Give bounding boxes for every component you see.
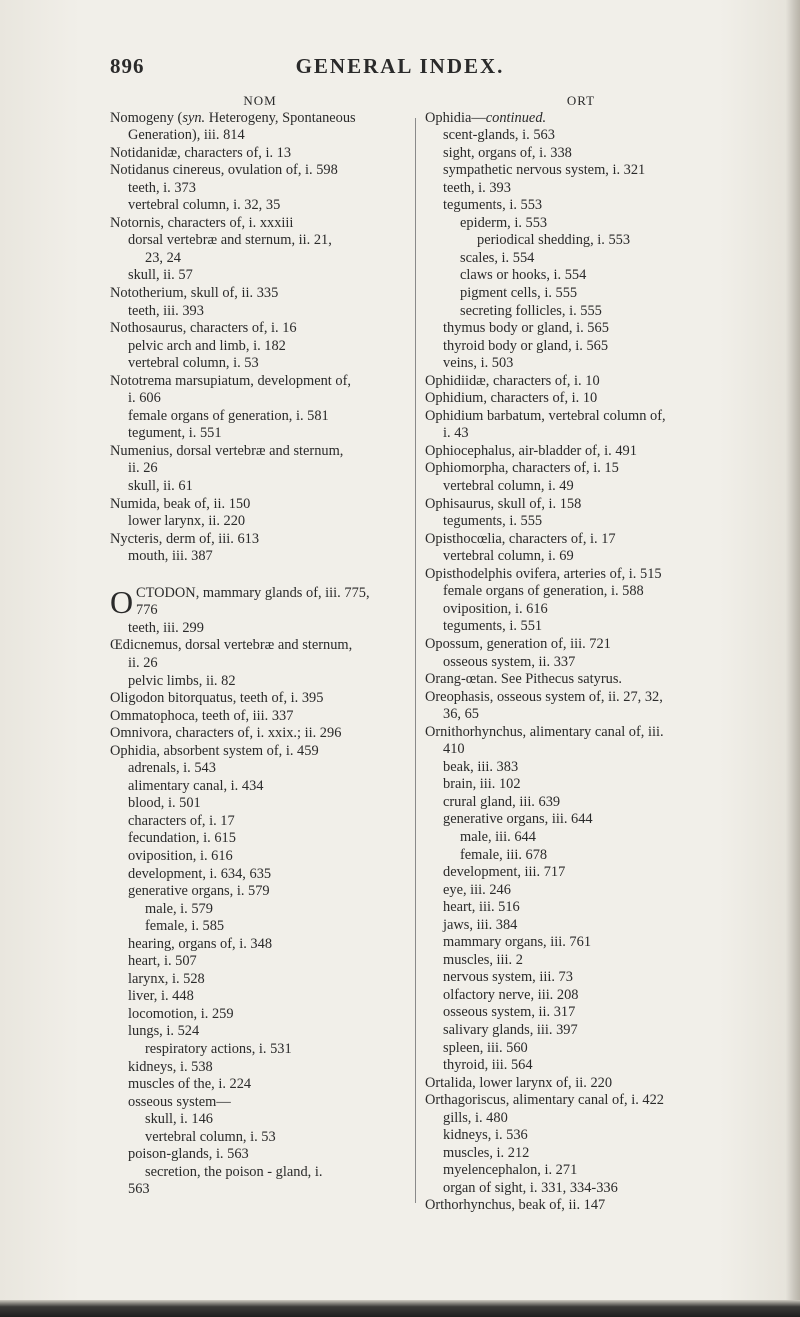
book-edge <box>786 0 800 1317</box>
index-entry: i. 43 <box>443 425 469 442</box>
index-entry: muscles, i. 212 <box>443 1144 530 1161</box>
index-entry: 410 <box>443 741 465 758</box>
index-entry: veins, i. 503 <box>443 355 514 372</box>
index-entry: scent-glands, i. 563 <box>443 127 555 144</box>
index-entry: generative organs, iii. 644 <box>443 811 593 828</box>
index-entry: development, iii. 717 <box>443 864 566 881</box>
index-entry: Orthagoriscus, alimentary canal of, i. 422 <box>425 1092 664 1109</box>
index-entry: poison-glands, i. 563 <box>128 1146 249 1163</box>
index-entry: teguments, i. 555 <box>443 513 543 530</box>
guide-word-left: NOM <box>243 93 277 108</box>
index-entry: Notidanus cinereus, ovulation of, i. 598 <box>110 162 338 179</box>
index-entry: teeth, i. 393 <box>443 179 511 196</box>
index-entry: Ornithorhynchus, alimentary canal of, iii. <box>425 723 664 740</box>
index-entry: vertebral column, i. 32, 35 <box>128 197 281 214</box>
index-entry: skull, ii. 61 <box>128 478 193 495</box>
index-entry: teguments, i. 551 <box>443 618 543 635</box>
index-entry: Notidanidæ, characters of, i. 13 <box>110 144 292 161</box>
index-entry: organ of sight, i. 331, 334-336 <box>443 1179 618 1196</box>
index-entry: characters of, i. 17 <box>128 812 235 829</box>
left-entries <box>110 110 410 566</box>
index-entry: Orang-œtan. See Pithecus satyrus. <box>425 671 623 688</box>
index-entry: oviposition, i. 616 <box>128 847 233 864</box>
index-entry: brain, iii. 102 <box>443 776 521 793</box>
index-entry: olfactory nerve, iii. 208 <box>443 986 579 1003</box>
index-entry: alimentary canal, i. 434 <box>128 777 264 794</box>
index-entry: scales, i. 554 <box>460 249 535 266</box>
index-entry: blood, i. 501 <box>128 795 201 812</box>
index-entry: Generation), iii. 814 <box>128 127 245 144</box>
right-entries <box>425 110 737 1215</box>
index-entry: eye, iii. 246 <box>443 881 511 898</box>
index-entry: hearing, organs of, i. 348 <box>128 935 273 952</box>
index-entry: thyroid body or gland, i. 565 <box>443 337 609 354</box>
index-entry: female, iii. 678 <box>460 846 548 863</box>
index-entry: Ommatophoca, teeth of, iii. 337 <box>110 707 294 724</box>
index-entry: female, i. 585 <box>145 918 225 935</box>
index-entry: Numida, beak of, ii. 150 <box>110 495 251 512</box>
index-entry: muscles, iii. 2 <box>443 951 523 968</box>
index-entry: vertebral column, i. 49 <box>443 478 574 495</box>
index-entry: secretion, the poison - gland, i. <box>145 1163 323 1180</box>
index-entry: Nycteris, derm of, iii. 613 <box>110 530 260 547</box>
index-entry: skull, i. 146 <box>145 1111 213 1128</box>
index-entry: crural gland, iii. 639 <box>443 793 561 810</box>
index-entry: respiratory actions, i. 531 <box>145 1040 292 1057</box>
index-entry: dorsal vertebræ and sternum, ii. 21, <box>128 232 332 249</box>
index-entry: beak, iii. 383 <box>443 758 519 775</box>
index-entry: Omnivora, characters of, i. xxix.; ii. 296 <box>110 725 342 742</box>
index-entry: larynx, i. 528 <box>128 970 205 987</box>
index-entry: Ophiocephalus, air-bladder of, i. 491 <box>425 442 637 459</box>
index-entry: Nototherium, skull of, ii. 335 <box>110 285 279 302</box>
index-entry: mammary organs, iii. 761 <box>443 934 592 951</box>
index-entry: skull, ii. 57 <box>128 267 193 284</box>
index-entry: liver, i. 448 <box>128 988 194 1005</box>
index-entry: lungs, i. 524 <box>128 1023 200 1040</box>
index-entry: Nothosaurus, characters of, i. 16 <box>110 320 297 337</box>
index-entry: thyroid, iii. 564 <box>443 1057 533 1074</box>
dropcap-line-2: 776 <box>136 602 158 619</box>
index-entry: kidneys, i. 536 <box>443 1127 528 1144</box>
index-entry: Opossum, generation of, iii. 721 <box>425 635 611 652</box>
left-column <box>110 92 410 1199</box>
index-entry: Œdicnemus, dorsal vertebræ and sternum, <box>110 637 353 654</box>
index-entry: i. 606 <box>128 390 161 407</box>
index-entry: Oreophasis, osseous system of, ii. 27, 32, <box>425 688 663 705</box>
dropcap-entry <box>110 585 410 620</box>
index-entry: kidneys, i. 538 <box>128 1058 213 1075</box>
index-entry: generative organs, i. 579 <box>128 883 270 900</box>
index-entry: Opisthocœlia, characters of, i. 17 <box>425 530 616 547</box>
index-entry: Ophidia—continued. <box>425 109 547 126</box>
index-entry: male, iii. 644 <box>460 828 536 845</box>
index-entry: oviposition, i. 616 <box>443 600 548 617</box>
index-entry: Ophiomorpha, characters of, i. 15 <box>425 460 619 477</box>
index-entry: claws or hooks, i. 554 <box>460 267 587 284</box>
index-entry: development, i. 634, 635 <box>128 865 272 882</box>
index-entry: osseous system, ii. 337 <box>443 653 576 670</box>
index-entry: teeth, iii. 299 <box>128 619 204 636</box>
index-entry: heart, iii. 516 <box>443 899 520 916</box>
index-entry: epiderm, i. 553 <box>460 214 548 231</box>
index-entry: vertebral column, i. 53 <box>145 1128 276 1145</box>
index-entry: ii. 26 <box>128 654 158 671</box>
index-entry: Ophidium, characters of, i. 10 <box>425 390 598 407</box>
index-entry: pelvic arch and limb, i. 182 <box>128 337 286 354</box>
index-entry: pelvic limbs, ii. 82 <box>128 672 236 689</box>
page-number: 896 <box>110 54 145 78</box>
index-entry: spleen, iii. 560 <box>443 1039 528 1056</box>
index-entry: secreting follicles, i. 555 <box>460 302 602 319</box>
index-entry: jaws, iii. 384 <box>443 916 518 933</box>
index-entry: Ophidiidæ, characters of, i. 10 <box>425 372 600 389</box>
index-entry: Numenius, dorsal vertebræ and sternum, <box>110 442 344 459</box>
index-entry: lower larynx, ii. 220 <box>128 513 246 530</box>
dropcap-letter: O <box>110 583 134 620</box>
index-entry: nervous system, iii. 73 <box>443 969 573 986</box>
index-entry: adrenals, i. 543 <box>128 760 216 777</box>
index-entry: tegument, i. 551 <box>128 425 222 442</box>
index-entry: periodical shedding, i. 553 <box>477 232 631 249</box>
index-entry: thymus body or gland, i. 565 <box>443 320 609 337</box>
index-entry: osseous system, ii. 317 <box>443 1004 576 1021</box>
index-entry: Notornis, characters of, i. xxxiii <box>110 214 294 231</box>
index-entry: Ophidium barbatum, vertebral column of, <box>425 407 666 424</box>
index-entry: heart, i. 507 <box>128 953 197 970</box>
scan-bottom-band <box>0 1300 800 1317</box>
index-entry: Oligodon bitorquatus, teeth of, i. 395 <box>110 690 324 707</box>
right-column <box>425 92 737 1215</box>
index-entry: sympathetic nervous system, i. 321 <box>443 162 646 179</box>
index-entry: osseous system— <box>128 1093 231 1110</box>
index-entry: fecundation, i. 615 <box>128 830 236 847</box>
index-entry: locomotion, i. 259 <box>128 1005 234 1022</box>
index-entry: female organs of generation, i. 581 <box>128 407 329 424</box>
index-entry: 36, 65 <box>443 706 479 723</box>
dropcap-line-1: CTODON, mammary glands of, iii. 775, <box>136 584 370 601</box>
index-entry: 23, 24 <box>145 249 181 266</box>
index-entry: Nototrema marsupiatum, development of, <box>110 372 351 389</box>
index-entry: gills, i. 480 <box>443 1109 508 1126</box>
index-entry: vertebral column, i. 53 <box>128 355 259 372</box>
index-entry: Opisthodelphis ovifera, arteries of, i. 515 <box>425 565 662 582</box>
index-entry: Orthorhynchus, beak of, ii. 147 <box>425 1197 606 1214</box>
section-gap <box>110 566 410 585</box>
page-header <box>0 54 800 84</box>
index-entry: teeth, iii. 393 <box>128 302 204 319</box>
index-entry: salivary glands, iii. 397 <box>443 1021 578 1038</box>
index-entry: female organs of generation, i. 588 <box>443 583 644 600</box>
index-entry: Nomogeny (syn. Heterogeny, Spontaneous <box>110 109 356 126</box>
index-entry: 563 <box>128 1181 150 1198</box>
index-entry: sight, organs of, i. 338 <box>443 144 572 161</box>
index-entry: pigment cells, i. 555 <box>460 285 578 302</box>
index-entry: mouth, iii. 387 <box>128 548 213 565</box>
index-entry: vertebral column, i. 69 <box>443 548 574 565</box>
index-entry: ii. 26 <box>128 460 158 477</box>
left-entries-after <box>110 620 410 1199</box>
index-entry: myelencephalon, i. 271 <box>443 1162 578 1179</box>
index-entry: teeth, i. 373 <box>128 179 196 196</box>
index-entry: male, i. 579 <box>145 900 213 917</box>
index-entry: Ophidia, absorbent system of, i. 459 <box>110 742 319 759</box>
running-title: GENERAL INDEX. <box>295 54 505 78</box>
index-entry: Ophisaurus, skull of, i. 158 <box>425 495 582 512</box>
index-entry: teguments, i. 553 <box>443 197 543 214</box>
guide-word-right: ORT <box>566 93 596 108</box>
column-divider <box>415 118 416 1203</box>
index-entry: muscles of the, i. 224 <box>128 1076 252 1093</box>
index-entry: Ortalida, lower larynx of, ii. 220 <box>425 1074 613 1091</box>
